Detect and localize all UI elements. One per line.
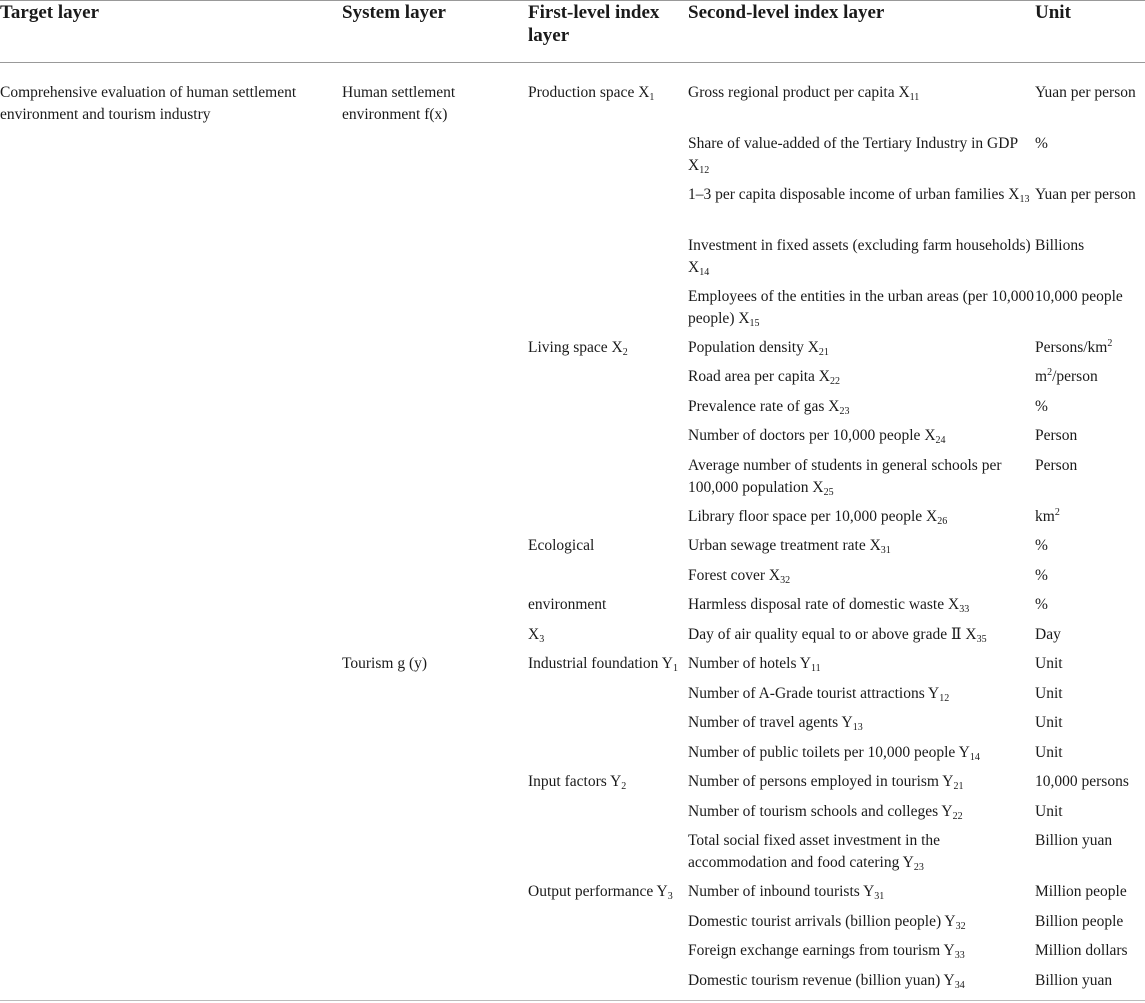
index-name: Urban sewage treatment rate $X_{31}$ — [688, 537, 891, 556]
index-unit: Million people — [1035, 883, 1127, 900]
header-target-layer: Target layer — [0, 2, 100, 23]
first-industrial: Industrial foundation $Y_1$ — [528, 655, 678, 674]
index-name: Share of value-added of the Tertiary Industry in GDP $X_{12}$ — [688, 134, 1018, 176]
index-name: Investment in fixed assets (excluding farm households) $X_{14}$ — [688, 236, 1031, 278]
index-name: Number of doctors per 10,000 people $X_{24}$ — [688, 427, 946, 446]
header-first-level: First-level index layer — [528, 2, 660, 46]
index-unit: Billions — [1035, 236, 1085, 254]
first-living: Living space $X_2$ — [528, 338, 628, 358]
first-production: Production space $X_1$ — [528, 83, 655, 103]
header-system-layer: System layer — [342, 2, 446, 23]
index-name: Domestic tourist arrivals (billion people) $Y_{32}$ — [688, 912, 966, 932]
index-unit: % — [1035, 566, 1048, 584]
index-name: Number of travel agents $Y_{13}$ — [688, 714, 863, 733]
index-name: Number of inbound tourists $Y_{31}$ — [688, 883, 885, 902]
index-unit: 10,000 persons — [1035, 773, 1129, 790]
first-ecological-line2: environment — [528, 596, 607, 613]
index-unit: Billion people — [1035, 912, 1124, 930]
index-name: Road area per capita $X_{22}$ — [688, 368, 841, 387]
header-unit: Unit — [1035, 2, 1071, 23]
index-unit: Unit — [1035, 684, 1063, 702]
system-human: Human settlement environment f(x) — [342, 83, 456, 123]
index-unit: % — [1035, 134, 1048, 152]
index-name: Library floor space per 10,000 people $X_{26}$ — [688, 507, 948, 527]
header-row — [0, 1, 1145, 63]
index-name: Foreign exchange earnings from tourism $Y_{33}$ — [688, 942, 965, 961]
index-unit: $km^2$ — [1035, 506, 1060, 525]
first-ecological-line1: Ecological — [528, 537, 595, 554]
index-unit: Persons/$km^2$ — [1035, 337, 1113, 356]
index-name: Number of public toilets per 10,000 people $Y_{14}$ — [688, 743, 980, 763]
index-name: Number of A-Grade tourist attractions $Y_{12}$ — [688, 684, 950, 704]
index-unit: Yuan per person — [1035, 83, 1136, 101]
index-unit: % — [1035, 537, 1048, 554]
index-unit: 10,000 people — [1035, 287, 1123, 305]
index-name: Harmless disposal rate of domestic waste $X_{33}$ — [688, 596, 970, 615]
index-unit: Unit — [1035, 714, 1063, 731]
index-unit: Billion yuan — [1035, 832, 1113, 849]
index-unit: % — [1035, 596, 1048, 613]
index-name: Forest cover $X_{32}$ — [688, 566, 791, 586]
index-unit: Million dollars — [1035, 942, 1128, 959]
first-output: Output performance $Y_3$ — [528, 883, 673, 902]
index-name: Total social fixed asset investment in the accommodation and food catering $Y_{23}$ — [688, 832, 941, 873]
index-name: Gross regional product per capita $X_{11}$ — [688, 83, 920, 103]
index-unit: Unit — [1035, 802, 1063, 820]
index-name: Average number of students in general schools per 100,000 population $X_{25}$ — [688, 456, 1002, 498]
table-row — [0, 77, 1145, 128]
index-name: Population density $X_{21}$ — [688, 338, 829, 358]
index-name: Employees of the entities in the urban areas (per 10,000 people) $X_{15}$ — [688, 287, 1035, 329]
first-input: Input factors $Y_2$ — [528, 773, 627, 792]
index-unit: Person — [1035, 427, 1078, 444]
table-bottom-rule — [0, 1000, 1145, 1001]
index-name: Number of persons employed in tourism $Y_{21}$ — [688, 773, 964, 792]
index-unit: $m^2$/person — [1035, 367, 1098, 385]
target-cell: Comprehensive evaluation of human settlement environment and tourism industry — [0, 83, 297, 123]
index-unit: Billion yuan — [1035, 971, 1113, 989]
index-name: Prevalence rate of gas $X_{23}$ — [688, 397, 850, 417]
first-ecological-blank — [528, 560, 688, 590]
first-ecological-line3: $X_3$ — [528, 625, 545, 645]
index-name: 1–3 per capita disposable income of urban families $X_{13}$ — [688, 185, 1030, 205]
index-unit: Unit — [1035, 743, 1063, 761]
index-unit: Day — [1035, 625, 1061, 643]
index-name: Domestic tourism revenue (billion yuan) $Y_{34}$ — [688, 971, 965, 991]
system-tourism: Tourism g (y) — [342, 655, 428, 672]
index-name: Day of air quality equal to or above grade Ⅱ $X_{35}$ — [688, 625, 987, 645]
header-second-level: Second-level index layer — [688, 2, 885, 23]
index-unit: Person — [1035, 456, 1078, 474]
index-unit: Unit — [1035, 655, 1063, 672]
index-name: Number of hotels $Y_{11}$ — [688, 655, 821, 674]
index-unit: Yuan per person — [1035, 185, 1136, 203]
index-unit: % — [1035, 397, 1048, 415]
index-name: Number of tourism schools and colleges $Y_{22}$ — [688, 802, 963, 822]
